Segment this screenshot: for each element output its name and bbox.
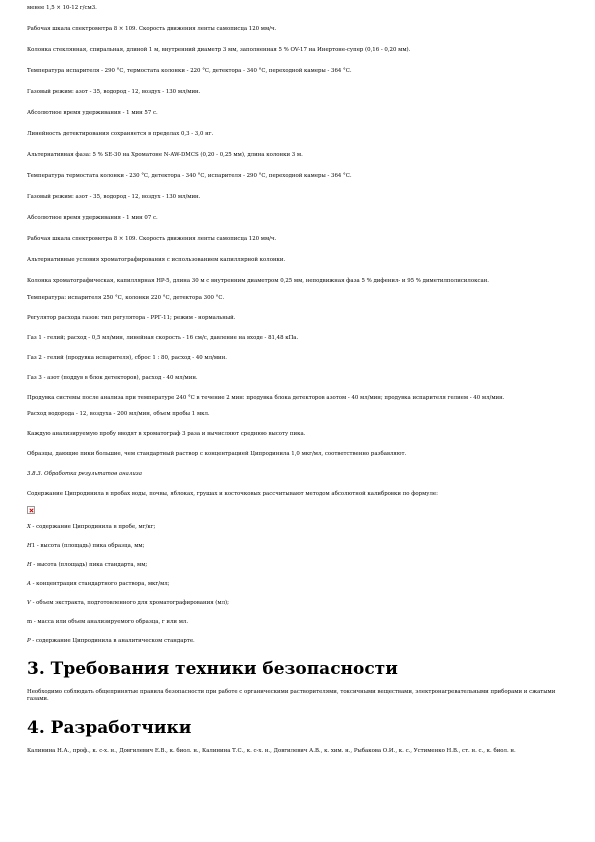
definition-text: - содержание Ципродинила в пробе, мг/кг; (30, 524, 156, 530)
paragraph: Газовый режим: азот - 35, водород - 12, воздух - 130 мл/мин. (27, 89, 201, 95)
definition-text: 1 - высота (площадь) пика образца, мм; (31, 543, 145, 549)
paragraph: Регулятор расхода газов: тип регулятора - РРГ-11; режим - нормальный. (27, 315, 236, 321)
paragraph: Абсолютное время удерживания - 1 мин 07 с. (27, 215, 158, 221)
paragraph: Температура термостата колонки - 230 °С, детектора - 340 °С, испарителя - 290 °С, переходной камеры - 364 °С. (27, 173, 352, 179)
paragraph: Альтернативная фаза: 5 % SE-30 на Хроматоне N-AW-DMCS (0,20 - 0,25 мм), длина колонки 3 м. (27, 152, 303, 158)
paragraph: Калинина Н.А., проф., к. с-х. н., Довгилевич Е.В., к. биол. н., Калинина Т.С., к. с-х. н., Довгилевич А.В., к. хим. н., Рыбакова О.И., к. с., Устименко Н.В., ст. н. с., к. биол. н. (27, 748, 516, 754)
definition-m: m - масса или объем анализируемого образца, г или мл. (27, 619, 189, 625)
paragraph: Необходимо соблюдать общепринятые правила безопасности при работе с органическими растворителями, токсичными веществами, электронагревательными приборами и сжатыми газами. (27, 689, 558, 702)
paragraph: Каждую анализируемую пробу вводят в хроматограф 3 раза и вычисляют среднюю высоту пика. (27, 431, 306, 437)
paragraph: Образцы, дающие пики большие, чем стандартный раствор с концентрацией Ципродинила 1,0 мкг/мл, соответственно разбавляют. (27, 451, 407, 457)
definition-p (27, 638, 568, 645)
definition-h1 (27, 543, 568, 550)
paragraph: Альтернативные условия хроматографирования с использованием капиллярной колонки. (27, 257, 286, 263)
paragraph: Продувка системы после анализа при температуре 240 °С в течение 2 мин: продувка блока детекторов азотом - 40 мл/мин; продувка испарителя гелием - 40 мл/мин. (27, 395, 505, 401)
definition-text: - высота (площадь) пика стандарта, мм; (31, 562, 148, 568)
paragraph: Температура испарителя - 290 °С, термостата колонки - 220 °С, детектора - 340 °С, переходной камеры - 364 °С. (27, 68, 352, 74)
paragraph: Колонка стеклянная, спиральная, длиной 1 м, внутренний диаметр 3 мм, заполненная 5 % OV-17 на Инертоне-супер (0,16 - 0,20 мм). (27, 47, 411, 53)
paragraph: Температура: испарителя 250 °С, колонки 220 °С, детектора 300 °С. (27, 295, 225, 301)
symbol: H (27, 562, 32, 568)
symbol: A (27, 581, 31, 587)
section-heading-developers: 4. Разработчики (27, 718, 192, 738)
paragraph: Газ 2 - гелий (продувка испарителя), сброс 1 : 80, расход - 40 мл/мин. (27, 355, 227, 361)
paragraph: Колонка хроматографическая, капиллярная HP-5, длина 30 м с внутренним диаметром 0,25 мм, неподвижная фаза 5 % дифенил- и 95 % диметилполисилоксан. (27, 278, 489, 284)
symbol: P (27, 638, 31, 644)
paragraph: менее 1,5 × 10-12 г/см3. (27, 5, 97, 11)
definition-a (27, 581, 568, 588)
subsection-heading: 3.8.3. Обработка результатов анализа (27, 471, 142, 477)
symbol: X (27, 524, 31, 530)
definition-x (27, 524, 568, 531)
paragraph: Рабочая шкала спектрометра 8 × 109. Скорость движения ленты самописца 120 мм/ч. (27, 236, 277, 242)
section-heading-safety: 3. Требования техники безопасности (27, 659, 398, 679)
paragraph: Рабочая шкала спектрометра 8 × 109. Скорость движения ленты самописца 120 мм/ч. (27, 26, 277, 32)
definition-h (27, 562, 568, 569)
paragraph: Газ 3 - азот (поддув в блок детекторов), расход - 40 мл/мин. (27, 375, 198, 381)
paragraph: Содержание Ципродинила в пробах воды, почвы, яблоках, грушах и косточковых рассчитывают методом абсолютной калибровки по формуле: (27, 491, 438, 497)
definition-text: - содержание Ципродинила в аналитическом стандарте. (30, 638, 195, 644)
definition-v (27, 600, 568, 607)
paragraph: Расход водорода - 12, воздуха - 200 мл/мин, объем пробы 1 мкл. (27, 411, 210, 417)
symbol: H (27, 543, 32, 549)
paragraph: Линейность детектирования сохраняется в пределах 0,3 - 3,0 нг. (27, 131, 214, 137)
paragraph: Газ 1 - гелий; расход - 0,5 мл/мин, линейная скорость - 16 см/с, давление на входе - 81,48 кПа. (27, 335, 299, 341)
formula-image-icon (27, 506, 35, 514)
definition-text: - объем экстракта, подготовленного для хроматографирования (мл); (30, 600, 229, 606)
paragraph: Газовый режим: азот - 35, водород - 12, воздух - 130 мл/мин. (27, 194, 201, 200)
symbol: V (27, 600, 31, 606)
definition-text: - концентрация стандартного раствора, мкг/мл; (30, 581, 170, 587)
paragraph: Абсолютное время удерживания - 1 мин 57 с. (27, 110, 158, 116)
